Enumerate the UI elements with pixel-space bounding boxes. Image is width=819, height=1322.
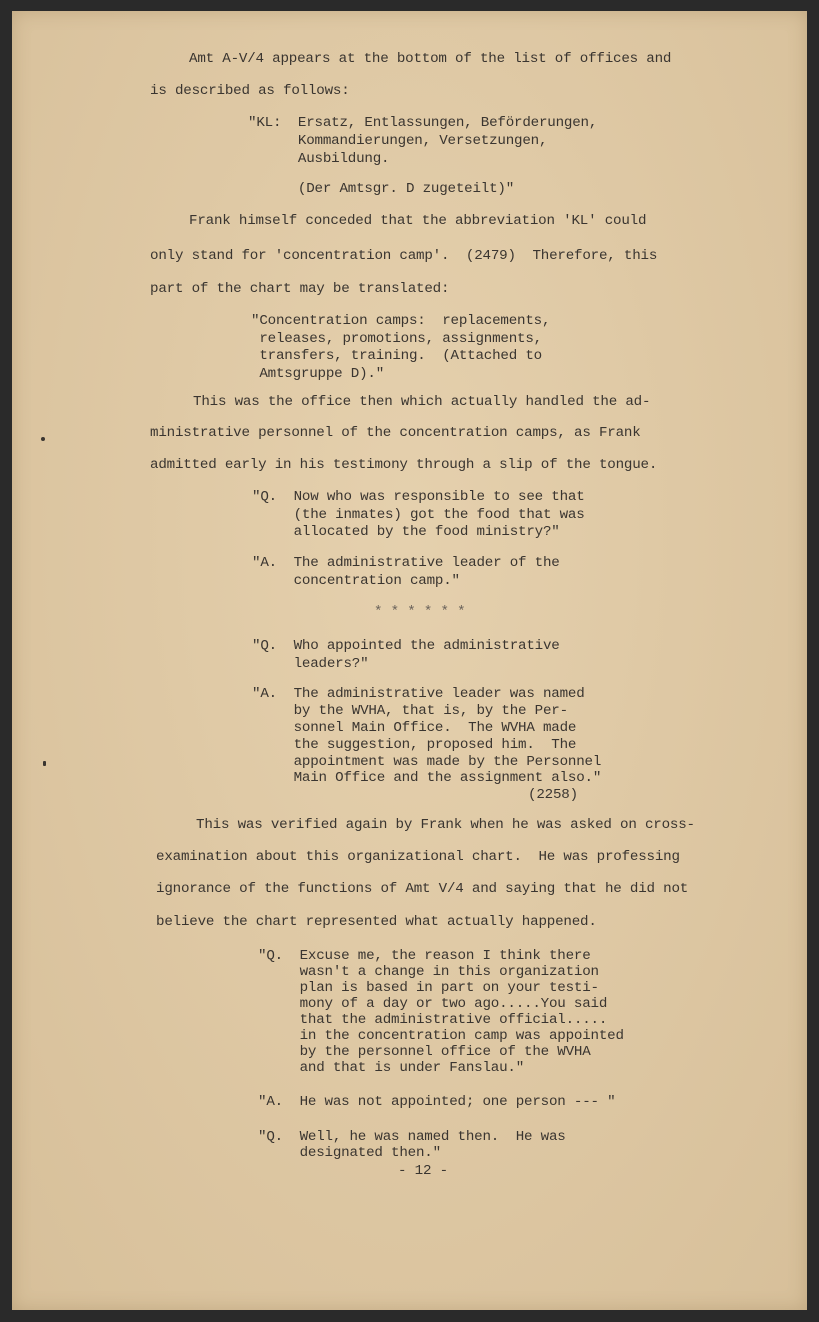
qa5-line-5: that the administrative official..... [258, 1012, 608, 1028]
verified-para-line-4: believe the chart represented what actually happened. [156, 914, 597, 930]
qa6-line: "A. He was not appointed; one person --- " [258, 1094, 616, 1110]
kl-quote-line-3: Ausbildung. [248, 151, 390, 167]
qa4-reference: (2258) [528, 787, 578, 803]
verified-para-line-2: examination about this organizational chart. He was professing [156, 849, 680, 865]
qa4-line-5: appointment was made by the Personnel [252, 754, 602, 770]
qa3-line-2: leaders?" [252, 656, 369, 672]
intro-line-1: Amt A-V/4 appears at the bottom of the list of offices and [189, 51, 672, 67]
kl-quote-line-4: (Der Amtsgr. D zugeteilt)" [248, 181, 515, 197]
office-para-line-3: admitted early in his testimony through a slip of the tongue. [150, 457, 658, 473]
frank-para-line-2: only stand for 'concentration camp'. (2479) Therefore, this [150, 248, 658, 264]
qa2-line-2: concentration camp." [252, 573, 460, 589]
document-page [12, 11, 807, 1310]
qa3-line-1: "Q. Who appointed the administrative [252, 638, 560, 654]
frank-para-line-1: Frank himself conceded that the abbreviation 'KL' could [189, 213, 647, 229]
verified-para-line-3: ignorance of the functions of Amt V/4 and saying that he did not [156, 881, 689, 897]
asterisk-separator: * * * * * * [374, 604, 466, 620]
qa4-line-1: "A. The administrative leader was named [252, 686, 585, 702]
kl-quote-line-2: Kommandierungen, Versetzungen, [248, 133, 548, 149]
kl-quote-line-1: "KL: Ersatz, Entlassungen, Beförderungen, [248, 115, 598, 131]
qa7-line-1: "Q. Well, he was named then. He was [258, 1129, 566, 1145]
page-number: - 12 - [398, 1163, 448, 1179]
qa5-line-1: "Q. Excuse me, the reason I think there [258, 948, 591, 964]
qa1-line-1: "Q. Now who was responsible to see that [252, 489, 585, 505]
frank-para-line-3: part of the chart may be translated: [150, 281, 450, 297]
qa5-line-7: by the personnel office of the WVHA [258, 1044, 591, 1060]
qa5-line-8: and that is under Fanslau." [258, 1060, 525, 1076]
qa7-line-2: designated then." [258, 1145, 441, 1161]
qa4-line-3: sonnel Main Office. The WVHA made [252, 720, 577, 736]
translation-quote-line-2: releases, promotions, assignments, [251, 331, 542, 347]
translation-quote-line-3: transfers, training. (Attached to [251, 348, 542, 364]
margin-mark-tick [43, 761, 46, 766]
translation-quote-line-1: "Concentration camps: replacements, [251, 313, 551, 329]
qa4-line-4: the suggestion, proposed him. The [252, 737, 577, 753]
qa5-line-2: wasn't a change in this organization [258, 964, 599, 980]
office-para-line-1: This was the office then which actually handled the ad- [193, 394, 651, 410]
qa4-line-6: Main Office and the assignment also." [252, 770, 602, 786]
qa1-line-2: (the inmates) got the food that was [252, 507, 585, 523]
qa2-line-1: "A. The administrative leader of the [252, 555, 560, 571]
qa5-line-3: plan is based in part on your testi- [258, 980, 599, 996]
margin-mark-dot [41, 437, 45, 441]
qa1-line-3: allocated by the food ministry?" [252, 524, 560, 540]
qa5-line-4: mony of a day or two ago.....You said [258, 996, 608, 1012]
intro-line-2: is described as follows: [150, 83, 350, 99]
verified-para-line-1: This was verified again by Frank when he was asked on cross- [196, 817, 695, 833]
qa5-line-6: in the concentration camp was appointed [258, 1028, 624, 1044]
translation-quote-line-4: Amtsgruppe D)." [251, 366, 385, 382]
office-para-line-2: ministrative personnel of the concentration camps, as Frank [150, 425, 641, 441]
qa4-line-2: by the WVHA, that is, by the Per- [252, 703, 568, 719]
